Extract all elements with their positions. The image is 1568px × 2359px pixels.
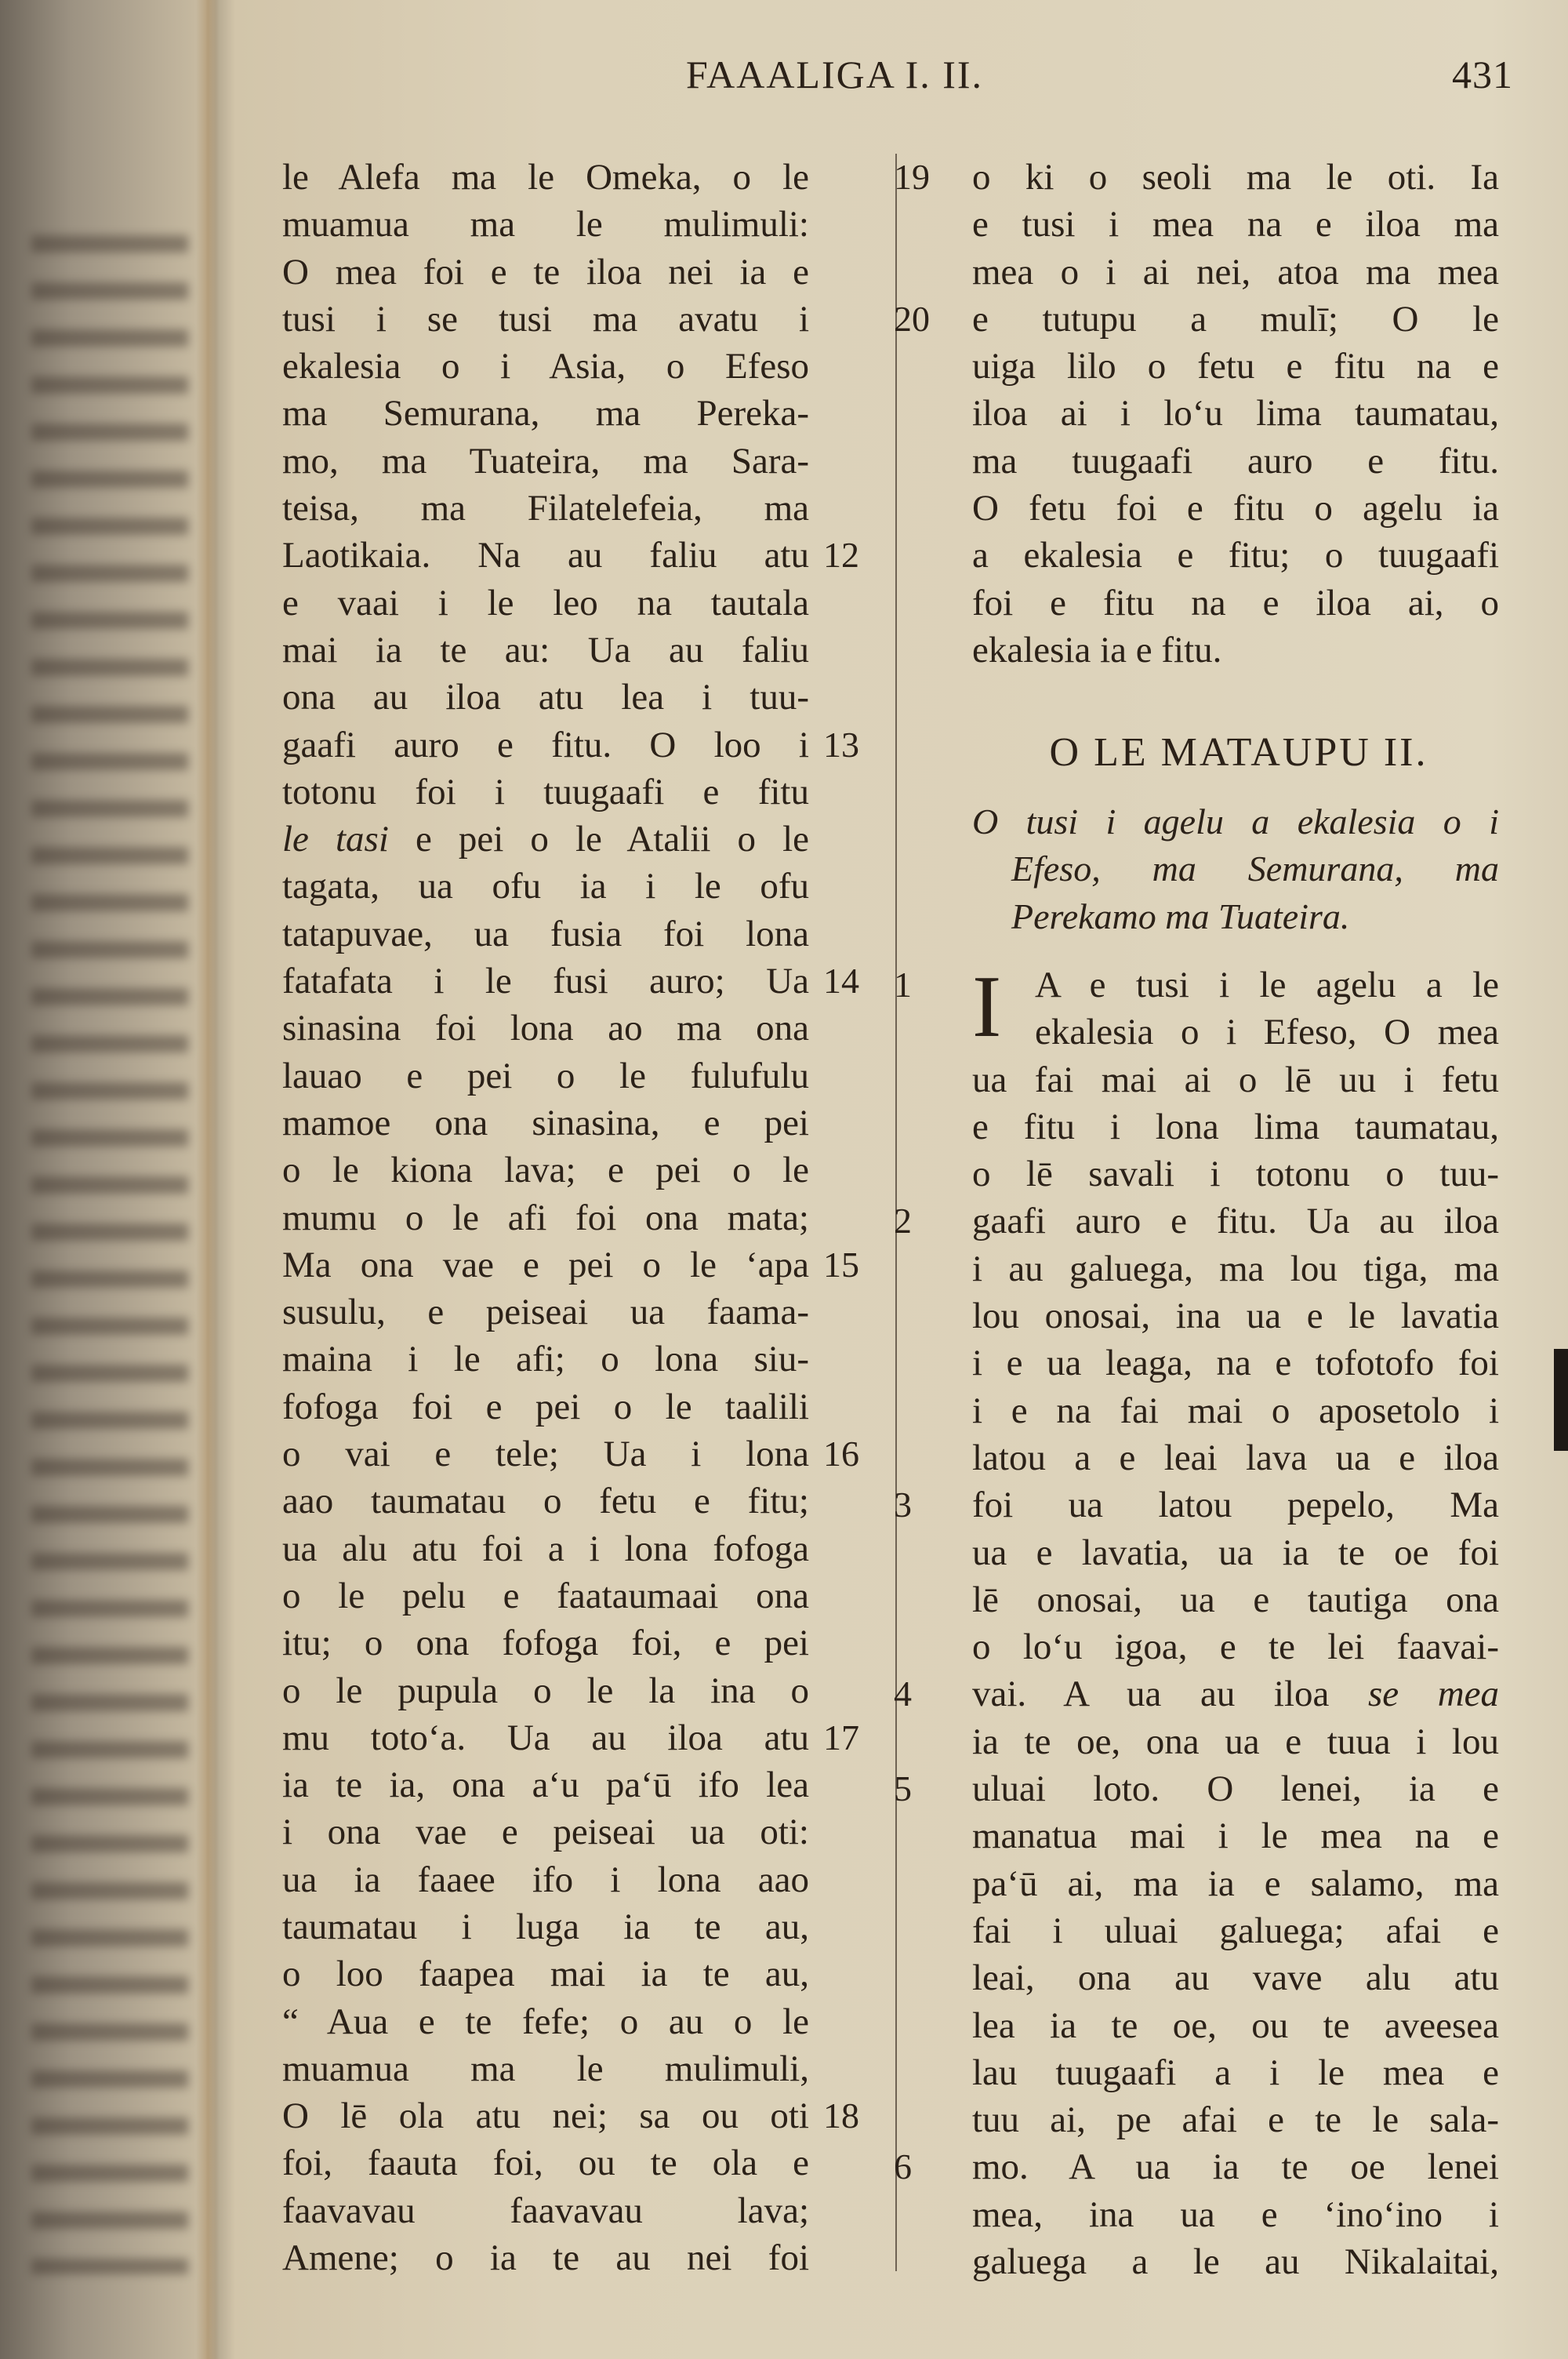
text-segment: muamua ma le mulimuli: — [282, 204, 809, 245]
text-line — [282, 1289, 858, 1336]
text-line — [972, 1907, 1499, 1954]
text-segment: “ Aua e te fefe; o au o le — [282, 2001, 809, 2042]
text-segment: mo, ma Tuateira, ma Sara- — [282, 440, 809, 482]
text-line — [282, 390, 858, 437]
line-text — [972, 2096, 1499, 2143]
page-number: 431 — [1452, 53, 1513, 96]
text-segment: a ekalesia e fitu; o tuugaafi — [972, 535, 1499, 576]
text-segment: o ki o seoli ma le oti. Ia — [972, 157, 1499, 198]
text-segment: o le kiona lava; e pei o le — [282, 1150, 809, 1191]
text-segment: A e tusi i le agelu a le — [1035, 965, 1499, 1005]
line-text — [972, 296, 1499, 343]
text-segment: gaafi auro e fitu. Ua au iloa — [972, 1201, 1499, 1242]
text-line — [972, 2049, 1499, 2096]
line-text — [972, 1339, 1499, 1387]
text-line — [282, 722, 858, 769]
line-text — [282, 580, 809, 627]
line-text — [972, 1245, 1499, 1292]
line-text — [282, 1430, 809, 1478]
line-text — [282, 863, 809, 910]
text-segment: i ona vae e peiseai ua oti: — [282, 1812, 809, 1853]
line-text — [1011, 893, 1499, 940]
text-line — [282, 343, 858, 390]
left-column — [282, 154, 858, 2281]
text-line — [282, 958, 858, 1005]
text-segment: ua alu atu foi a i lona fofoga — [282, 1528, 809, 1569]
line-text — [282, 201, 809, 248]
text-line — [282, 1761, 858, 1808]
text-line — [894, 1481, 1499, 1528]
text-segment: e tutupu a mulī; O le — [972, 298, 1499, 340]
line-text — [1035, 961, 1499, 1009]
text-segment: e pei o le Atalii o le — [388, 819, 809, 860]
text-segment: ua fai mai ai o lē uu i fetu — [972, 1059, 1499, 1100]
line-text — [282, 1100, 809, 1147]
text-segment: uluai loto. O lenei, ia e — [972, 1768, 1499, 1810]
text-line — [894, 1670, 1499, 1717]
text-line — [972, 845, 1499, 892]
text-line — [894, 1765, 1499, 1812]
line-text — [972, 1907, 1499, 1954]
text-line — [972, 2002, 1499, 2049]
line-text — [972, 438, 1499, 485]
line-text — [282, 1714, 809, 1761]
text-segment: latou a e leai lava ua e iloa — [972, 1437, 1499, 1478]
line-text — [1011, 845, 1499, 892]
text-segment: faavavau faavavau lava; — [282, 2190, 809, 2231]
text-segment: fatafata i le fusi auro; Ua — [282, 961, 809, 1002]
verse-number: 18 — [823, 2095, 859, 2136]
line-text — [282, 816, 809, 863]
verse-number: 17 — [823, 1717, 859, 1757]
text-line — [282, 1572, 858, 1619]
text-line — [282, 1100, 858, 1147]
text-line — [972, 893, 1499, 940]
verse-number: 12 — [823, 535, 859, 576]
line-text — [282, 1761, 809, 1808]
line-text — [972, 1150, 1499, 1198]
text-segment: vai. A ua au iloa — [972, 1674, 1368, 1715]
italic-text: le tasi — [282, 819, 389, 860]
text-segment: susulu, e peiseai ua faama- — [282, 1292, 809, 1333]
text-segment: lea ia te oe, ou te aveesea — [972, 2005, 1499, 2046]
text-line — [972, 1623, 1499, 1670]
book-gutter — [196, 0, 220, 2359]
drop-cap: I — [972, 958, 1002, 1056]
text-segment: ona au iloa atu lea i tuu- — [282, 677, 809, 718]
text-line — [972, 201, 1499, 248]
verse-number: 20 — [894, 298, 930, 339]
line-text — [282, 627, 809, 674]
text-line — [972, 1009, 1499, 1056]
line-text — [282, 390, 809, 437]
text-segment: mea, ina ua e ‘ino‘ino i — [972, 2194, 1499, 2235]
text-segment: tagata, ua ofu ia i le ofu — [282, 866, 809, 907]
text-line — [282, 532, 858, 579]
text-line — [972, 1056, 1499, 1103]
text-line — [282, 1147, 858, 1194]
text-line — [282, 249, 858, 296]
text-line — [894, 296, 1499, 343]
line-text — [972, 2049, 1499, 2096]
text-segment: o lo‘u igoa, e te lei faavai- — [972, 1627, 1499, 1668]
text-segment: galuega a le au Nikalaitai, — [972, 2241, 1499, 2283]
text-line — [972, 2191, 1499, 2238]
text-segment: Efeso, ma Semurana, ma — [1011, 849, 1499, 889]
text-line — [972, 1860, 1499, 1907]
text-line — [282, 1430, 858, 1478]
text-segment: O tusi i agelu a ekalesia o i — [972, 801, 1499, 841]
text-segment: o le pupula o le la ina o — [282, 1670, 809, 1711]
text-line — [282, 1714, 858, 1761]
text-segment: e fitu i lona lima taumatau, — [972, 1106, 1499, 1147]
text-line — [282, 1336, 858, 1383]
text-segment: ekalesia o i Efeso, O mea — [1035, 1012, 1499, 1053]
text-line — [894, 1198, 1499, 1245]
text-segment: fai i uluai galuega; afai e — [972, 1910, 1499, 1951]
line-text — [972, 343, 1499, 390]
italic-text: se mea — [1367, 1674, 1499, 1715]
text-segment: mu toto‘a. Ua au iloa atu — [282, 1717, 809, 1758]
text-segment: itu; o ona fofoga foi, e pei — [282, 1623, 809, 1664]
line-text — [972, 580, 1499, 627]
text-segment: muamua ma le mulimuli, — [282, 2048, 809, 2089]
text-line — [282, 674, 858, 721]
text-segment: foi ua latou pepelo, Ma — [972, 1485, 1499, 1526]
line-text — [282, 1525, 809, 1572]
line-text — [282, 154, 809, 201]
text-segment: ua e lavatia, ua ia te oe foi — [972, 1532, 1499, 1573]
text-line — [972, 2096, 1499, 2143]
line-text — [282, 2045, 809, 2092]
text-line — [282, 2092, 858, 2139]
line-text — [282, 1005, 809, 1052]
text-segment: foi, faauta foi, ou te ola e — [282, 2143, 809, 2184]
text-line — [282, 816, 858, 863]
text-line — [972, 1387, 1499, 1434]
line-text — [282, 2234, 809, 2281]
line-text — [282, 1808, 809, 1856]
line-text — [972, 2191, 1499, 2238]
text-segment: maina i le afi; o lona siu- — [282, 1339, 809, 1380]
text-line — [282, 1667, 858, 1714]
verse-number: 2 — [894, 1201, 912, 1241]
line-text — [972, 485, 1499, 532]
text-segment: ma Semurana, ma Pereka- — [282, 393, 809, 434]
text-line — [972, 1245, 1499, 1292]
text-line — [972, 249, 1499, 296]
page-header — [282, 52, 1513, 102]
line-text — [972, 201, 1499, 248]
text-line — [972, 1718, 1499, 1765]
line-text — [282, 1998, 809, 2045]
line-text — [972, 1103, 1499, 1150]
text-line — [282, 1998, 858, 2045]
text-segment: lou onosai, ina ua e le lavatia — [972, 1296, 1499, 1337]
text-segment: sinasina foi lona ao ma ona — [282, 1008, 809, 1049]
line-text — [972, 798, 1499, 845]
line-text — [282, 1856, 809, 1903]
text-segment: pa‘ū ai, ma ia e salamo, ma — [972, 1863, 1499, 1904]
text-segment: tusi i se tusi ma avatu i — [282, 298, 809, 340]
line-text — [282, 1336, 809, 1383]
text-line — [282, 1903, 858, 1950]
line-text — [972, 1765, 1499, 1812]
line-text — [282, 343, 809, 390]
text-line — [972, 1292, 1499, 1339]
line-text — [972, 1718, 1499, 1765]
text-line — [282, 1478, 858, 1525]
verse-number: 13 — [823, 724, 859, 765]
text-segment: manatua mai i le mea na e — [972, 1816, 1499, 1857]
line-text — [972, 1292, 1499, 1339]
line-text — [282, 674, 809, 721]
text-segment: leai, ona au vave alu atu — [972, 1957, 1499, 1999]
text-line — [282, 1619, 858, 1667]
chapter-heading: O LE MATAUPU II. — [1049, 730, 1428, 775]
line-text — [282, 1950, 809, 1997]
line-text — [972, 249, 1499, 296]
line-text — [972, 1198, 1499, 1245]
line-text — [972, 1860, 1499, 1907]
text-line — [972, 343, 1499, 390]
text-line — [972, 438, 1499, 485]
text-line — [282, 627, 858, 674]
text-line — [282, 296, 858, 343]
line-text — [282, 769, 809, 816]
text-line — [282, 485, 858, 532]
text-line — [282, 2234, 858, 2281]
verse-number: 1 — [894, 965, 912, 1005]
text-line — [972, 2238, 1499, 2285]
verse-number: 5 — [894, 1768, 912, 1809]
text-line — [282, 1383, 858, 1430]
text-segment: Ma ona vae e pei o le ‘apa — [282, 1244, 809, 1285]
line-text — [972, 2238, 1499, 2285]
text-line — [282, 863, 858, 910]
line-text — [282, 2092, 809, 2139]
line-text — [282, 1194, 809, 1241]
line-text — [972, 1481, 1499, 1528]
text-line — [282, 580, 858, 627]
text-line — [972, 485, 1499, 532]
text-line — [282, 1856, 858, 1903]
line-text — [972, 1529, 1499, 1576]
line-text — [282, 296, 809, 343]
line-text — [282, 1478, 809, 1525]
text-segment: iloa ai i lo‘u lima taumatau, — [972, 393, 1499, 434]
text-segment: ekalesia o i Asia, o Efeso — [282, 346, 809, 387]
text-line — [282, 2045, 858, 2092]
text-segment: mo. A ua ia te oe lenei — [972, 2146, 1499, 2188]
verse-number: 14 — [823, 961, 859, 1001]
text-segment: uiga lilo o fetu e fitu na e — [972, 346, 1499, 387]
text-segment: foi e fitu na e iloa ai, o — [972, 582, 1499, 623]
line-text — [282, 911, 809, 958]
line-text — [972, 1812, 1499, 1859]
line-text — [282, 1289, 809, 1336]
line-text — [972, 532, 1499, 579]
text-line — [894, 2143, 1499, 2190]
text-segment: O fetu foi e fitu o agelu ia — [972, 488, 1499, 529]
text-segment: taumatau i luga ia te au, — [282, 1906, 809, 1947]
text-segment: lauao e pei o le fulufulu — [282, 1055, 809, 1096]
text-segment: fofoga foi e pei o le taalili — [282, 1386, 809, 1427]
text-segment: Perekamo ma Tuateira. — [1011, 896, 1350, 936]
text-line — [282, 1241, 858, 1289]
line-text — [972, 627, 1499, 674]
text-segment: i au galuega, ma lou tiga, ma — [972, 1248, 1499, 1289]
text-line — [282, 1005, 858, 1052]
text-segment: mai ia te au: Ua au faliu — [282, 629, 809, 671]
line-text — [282, 1619, 809, 1667]
line-text — [282, 1147, 809, 1194]
text-segment: e vaai i le leo na tautala — [282, 582, 809, 623]
line-text — [282, 722, 809, 769]
verse-number: 4 — [894, 1674, 912, 1714]
text-segment: tuu ai, pe afai e te le sala- — [972, 2099, 1499, 2141]
text-line — [972, 1103, 1499, 1150]
text-segment: ia te ia, ona a‘u pa‘ū ifo lea — [282, 1765, 809, 1806]
text-segment: ma tuugaafi auro e fitu. — [972, 440, 1499, 482]
text-segment: lau tuugaafi a i le mea e — [972, 2052, 1499, 2093]
text-segment: o le pelu e faataumaai ona — [282, 1575, 809, 1616]
text-line — [282, 1052, 858, 1100]
text-line — [972, 1339, 1499, 1387]
text-line — [282, 2187, 858, 2234]
text-line — [972, 1150, 1499, 1198]
text-segment: o loo faapea mai ia te au, — [282, 1954, 809, 1995]
text-segment: aao taumatau o fetu e fitu; — [282, 1481, 809, 1522]
text-segment: totonu foi i tuugaafi e fitu — [282, 771, 809, 812]
text-line — [972, 798, 1499, 845]
line-text — [282, 438, 809, 485]
verse-number: 16 — [823, 1434, 859, 1474]
text-segment: i e ua leaga, na e tofotofo foi — [972, 1343, 1499, 1384]
text-segment: ekalesia ia e fitu. — [972, 629, 1222, 671]
text-line — [972, 1529, 1499, 1576]
right-column-top — [894, 154, 1499, 674]
text-line — [972, 1954, 1499, 2001]
verse-number: 3 — [894, 1485, 912, 1525]
text-segment: O mea foi e te iloa nei ia e — [282, 251, 809, 293]
text-line — [282, 1950, 858, 1997]
text-line — [972, 1434, 1499, 1481]
verse-number: 19 — [894, 157, 930, 197]
text-segment: O lē ola atu nei; sa ou oti — [282, 2095, 809, 2137]
line-text — [972, 390, 1499, 437]
chapter-summary — [972, 798, 1499, 940]
line-text — [972, 154, 1499, 201]
text-line — [972, 580, 1499, 627]
text-line — [972, 627, 1499, 674]
line-text — [282, 2187, 809, 2234]
text-segment: i e na fai mai o aposetolo i — [972, 1390, 1499, 1431]
line-text — [972, 2143, 1499, 2190]
text-segment: le Alefa ma le Omeka, o le — [282, 157, 809, 198]
text-segment: Laotikaia. Na au faliu atu — [282, 535, 809, 576]
line-text — [282, 1052, 809, 1100]
line-text — [282, 1572, 809, 1619]
line-text — [282, 1241, 809, 1289]
line-text — [972, 1670, 1499, 1717]
right-column-bottom — [894, 958, 1499, 2285]
line-text — [972, 1387, 1499, 1434]
line-text — [972, 1954, 1499, 2001]
verse-number: 15 — [823, 1244, 859, 1285]
text-segment: o vai e tele; Ua i lona — [282, 1434, 809, 1475]
verse-number: 6 — [894, 2146, 912, 2187]
text-line — [972, 390, 1499, 437]
facing-page-blurred-text — [31, 235, 188, 2274]
line-text — [972, 1434, 1499, 1481]
line-text — [282, 1667, 809, 1714]
line-text — [282, 2139, 809, 2186]
text-segment: lē onosai, ua e tautiga ona — [972, 1579, 1499, 1620]
text-segment: Amene; o ia te au nei foi — [282, 2237, 809, 2279]
line-text — [282, 1383, 809, 1430]
text-line — [282, 1525, 858, 1572]
text-line — [894, 154, 1499, 201]
line-text — [972, 1576, 1499, 1623]
text-segment: mumu o le afi foi ona mata; — [282, 1197, 809, 1238]
text-line — [282, 201, 858, 248]
text-line — [972, 1576, 1499, 1623]
line-text — [282, 485, 809, 532]
line-text — [972, 1056, 1499, 1103]
text-segment: ia te oe, ona ua e tuua i lou — [972, 1721, 1499, 1762]
text-line — [282, 1808, 858, 1856]
text-segment: o lē savali i totonu o tuu- — [972, 1154, 1499, 1195]
line-text — [282, 958, 809, 1005]
page-edge-bookmark — [1554, 1349, 1568, 1451]
text-segment: gaafi auro e fitu. O loo i — [282, 724, 809, 765]
text-segment: mamoe ona sinasina, e pei — [282, 1102, 809, 1143]
line-text — [972, 1623, 1499, 1670]
text-line — [282, 154, 858, 201]
text-line — [282, 2139, 858, 2186]
text-line — [972, 532, 1499, 579]
line-text — [282, 249, 809, 296]
text-segment: ua ia faaee ifo i lona aao — [282, 1859, 809, 1900]
running-title: FAAALIGA I. II. — [686, 53, 984, 96]
text-line — [282, 1194, 858, 1241]
line-text — [282, 532, 809, 579]
text-line — [972, 1812, 1499, 1859]
text-segment: tatapuvae, ua fusia foi lona — [282, 913, 809, 954]
text-line — [282, 911, 858, 958]
text-segment: teisa, ma Filatelefeia, ma — [282, 488, 809, 529]
line-text — [282, 1903, 809, 1950]
text-segment: mea o i ai nei, atoa ma mea — [972, 251, 1499, 293]
text-line — [282, 769, 858, 816]
line-text — [1035, 1009, 1499, 1056]
text-line — [282, 438, 858, 485]
line-text — [972, 2002, 1499, 2049]
text-segment: e tusi i mea na e iloa ma — [972, 204, 1499, 245]
